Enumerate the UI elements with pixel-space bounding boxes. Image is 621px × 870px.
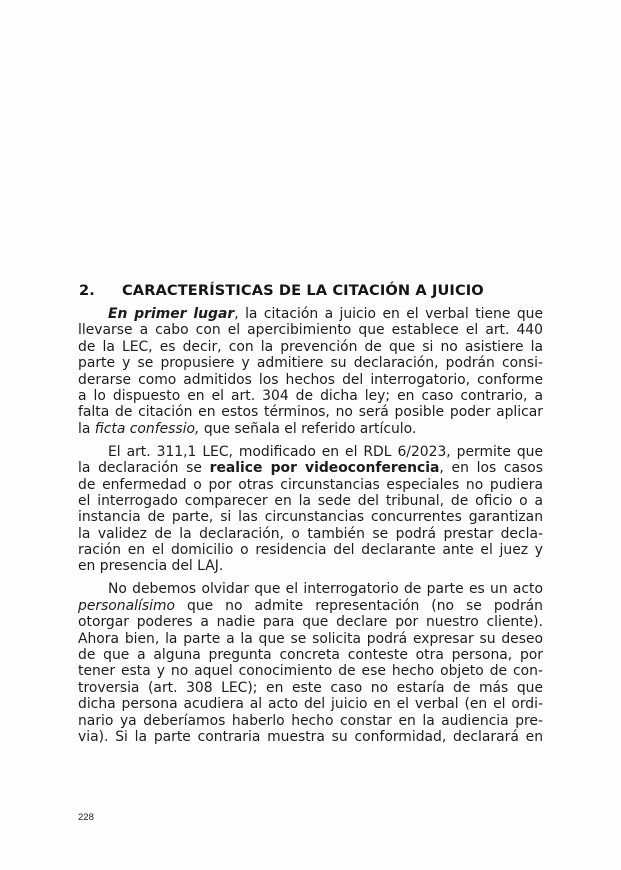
page-number: 228 — [78, 812, 94, 823]
text-run: nario ya deberíamos haberlo hecho constar en la audiencia pre- — [78, 712, 543, 729]
text-run: llevarse a cabo con el apercibimiento que establece el art. 440 — [78, 322, 543, 339]
text-run: que señala el referido artículo. — [199, 420, 417, 437]
text-line — [78, 339, 543, 355]
text-line — [78, 696, 543, 712]
text-run: ración en el domicilio o residencia del declarante ante el juez y — [78, 542, 543, 559]
emphasis-italic: personalísimo — [78, 597, 175, 614]
text-line — [78, 388, 543, 404]
text-line — [78, 493, 543, 509]
text-line — [78, 477, 543, 493]
text-run: , la citación a juicio en el verbal tiene que — [234, 306, 543, 322]
text-line — [78, 631, 543, 647]
text-line — [78, 306, 543, 322]
text-run: derarse como admitidos los hechos del interrogatorio, conforme — [78, 371, 543, 388]
emphasis-bold-italic: En primer lugar — [108, 306, 235, 322]
section-heading — [79, 282, 549, 299]
text-line — [78, 581, 543, 597]
text-run: a lo dispuesto en el art. 304 de dicha ley; en caso contrario, a — [78, 387, 543, 404]
text-run: en presencia del LAJ. — [78, 558, 224, 575]
text-run: Ahora bien, la parte a la que se solicita podrá expresar su deseo — [78, 630, 543, 647]
text-run: via). Si la parte contraria muestra su conformidad, declarará en — [78, 728, 543, 745]
text-line — [78, 509, 543, 525]
text-line — [78, 322, 543, 338]
paragraph — [78, 444, 543, 575]
text-run: parte y se propusiere y admitiere su declaración, podrán consi- — [78, 355, 543, 372]
text-line — [78, 713, 543, 729]
text-line — [78, 460, 543, 476]
text-run: el interrogado comparecer en la sede del tribunal, de oficio o a — [78, 492, 543, 509]
text-run: otorgar poderes a nadie para que declare por nuestro cliente). — [78, 614, 543, 631]
text-line — [78, 614, 543, 630]
body-text — [78, 306, 543, 745]
paragraph — [78, 581, 543, 745]
text-line — [78, 542, 543, 558]
text-run: que no admite representación (no se podrán — [174, 597, 543, 614]
text-line — [78, 647, 543, 663]
text-run: instancia de parte, si las circunstancias concurrentes garantizan — [78, 509, 543, 526]
text-run: No debemos olvidar que el interrogatorio de parte es un acto — [108, 581, 543, 598]
text-run: la — [78, 420, 95, 437]
text-line — [78, 526, 543, 542]
text-line — [78, 404, 543, 420]
text-run: troversia (art. 308 LEC); en este caso no estaría de más que — [78, 679, 543, 696]
text-run: de enfermedad o por otras circunstancias especiales no pudiera — [78, 476, 543, 493]
text-run: la validez de la declaración, o también se podrá prestar decla- — [78, 525, 543, 542]
text-line — [78, 729, 543, 745]
text-line — [78, 421, 543, 437]
text-line — [78, 372, 543, 388]
text-line — [78, 598, 543, 614]
emphasis-bold: realice por videoconferencia — [209, 460, 440, 477]
section-title: CARACTERÍSTICAS DE LA CITACIÓN A JUICIO — [122, 282, 484, 299]
text-line — [78, 444, 543, 460]
text-run: falta de citación en estos términos, no será posible poder aplicar — [78, 404, 543, 421]
section-number: 2. — [79, 282, 95, 299]
text-run: de que a alguna pregunta concreta conteste otra persona, por — [78, 647, 543, 663]
text-run: El art. 311,1 LEC, modificado en el RDL 6/2023, permite que — [108, 443, 543, 460]
text-run: , en los casos — [439, 460, 543, 477]
text-line — [78, 558, 543, 574]
text-line — [78, 355, 543, 371]
emphasis-italic: ficta confessio, — [94, 420, 200, 437]
paragraph — [78, 306, 543, 437]
text-run: de la LEC, es decir, con la prevención de que si no asistiere la — [78, 338, 543, 355]
text-run: tener esta y no aquel conocimiento de ese hecho objeto de con- — [78, 663, 543, 680]
text-run: la declaración se — [78, 460, 210, 477]
text-line — [78, 680, 543, 696]
text-line — [78, 663, 543, 679]
text-run: dicha persona acudiera al acto del juicio en el verbal (en el ordi- — [78, 696, 543, 713]
